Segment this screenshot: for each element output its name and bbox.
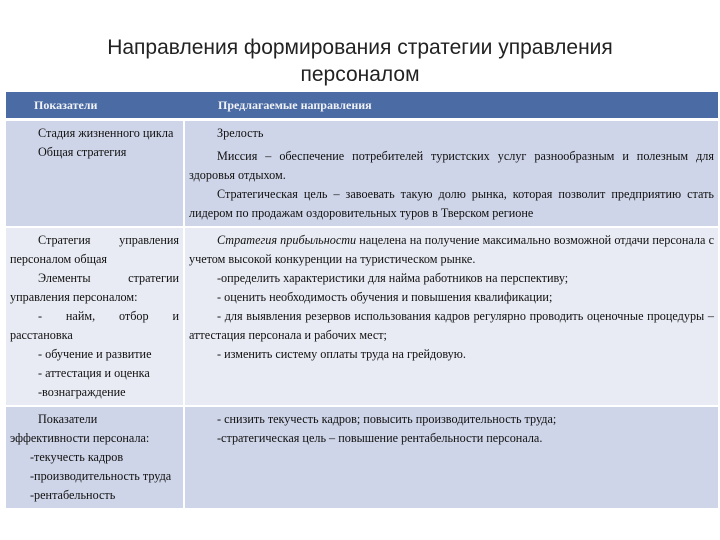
title-line-2: персоналом — [300, 63, 420, 86]
title-line-1: Направления формирования стратегии управления — [107, 36, 613, 59]
metric-turnover: -текучесть кадров — [30, 450, 124, 464]
table-row — [6, 120, 718, 228]
direction-assessment: - для выявления резервов использования кадров регулярно проводить оценочные процедуры – аттестация персонала и рабочих мест; — [189, 309, 714, 342]
strategic-goal-text: Стратегическая цель – завоевать такую долю рынка, которая позволит предприятию стать лидером по продажам оздоровительных туров в Тверском регионе — [189, 187, 714, 220]
mission-text: Миссия – обеспечение потребителей туристских услуг разнообразным и полезным для здоровья отдыхом. — [189, 149, 714, 182]
row1-right-cell — [184, 120, 718, 228]
row3-right-cell — [184, 406, 718, 508]
row1-left-cell — [6, 120, 184, 228]
metric-productivity: -производительность труда — [30, 469, 172, 483]
strategy-elements-label: Элементы стратегии управления персоналом: — [10, 271, 179, 304]
efficiency-label: Показатели эффективности персонала: — [10, 412, 150, 445]
general-strategy-label: Общая стратегия — [38, 145, 127, 159]
row2-right-cell — [184, 227, 718, 406]
strategy-table — [6, 92, 718, 508]
direction-training: - оценить необходимость обучения и повышения квалификации; — [217, 290, 553, 304]
target-turnover-productivity: - снизить текучесть кадров; повысить производительность труда; — [217, 412, 557, 426]
direction-pay: - изменить систему оплаты труда на грейдовую. — [217, 347, 466, 361]
element-hiring: - найм, отбор и расстановка — [10, 309, 179, 342]
header-indicators: Показатели — [6, 92, 184, 120]
header-directions: Предлагаемые направления — [184, 92, 718, 120]
profitability-strategy-desc: нацелена на получение максимально возможной отдачи персонала с учетом высокой конкуренции на туристическом рынке. — [189, 233, 714, 266]
table-row — [6, 406, 718, 508]
table-header-row — [6, 92, 718, 120]
maturity-value: Зрелость — [217, 126, 264, 140]
element-reward: -вознаграждение — [38, 385, 126, 399]
metric-profitability: -рентабельность — [30, 488, 116, 502]
target-profitability: -стратегическая цель – повышение рентабельности персонала. — [217, 431, 543, 445]
row3-left-cell — [6, 406, 184, 508]
direction-hiring: -определить характеристики для найма работников на перспективу; — [217, 271, 569, 285]
profitability-strategy-term: Стратегия прибыльности — [217, 233, 357, 247]
slide-title — [40, 34, 680, 88]
element-training: - обучение и развитие — [38, 347, 152, 361]
lifecycle-label: Стадия жизненного цикла — [38, 126, 174, 140]
profitability-strategy-text — [189, 231, 714, 269]
element-assessment: - аттестация и оценка — [38, 366, 150, 380]
row2-left-cell — [6, 227, 184, 406]
hr-strategy-label: Стратегия управления персоналом общая — [10, 233, 179, 266]
table-row — [6, 227, 718, 406]
